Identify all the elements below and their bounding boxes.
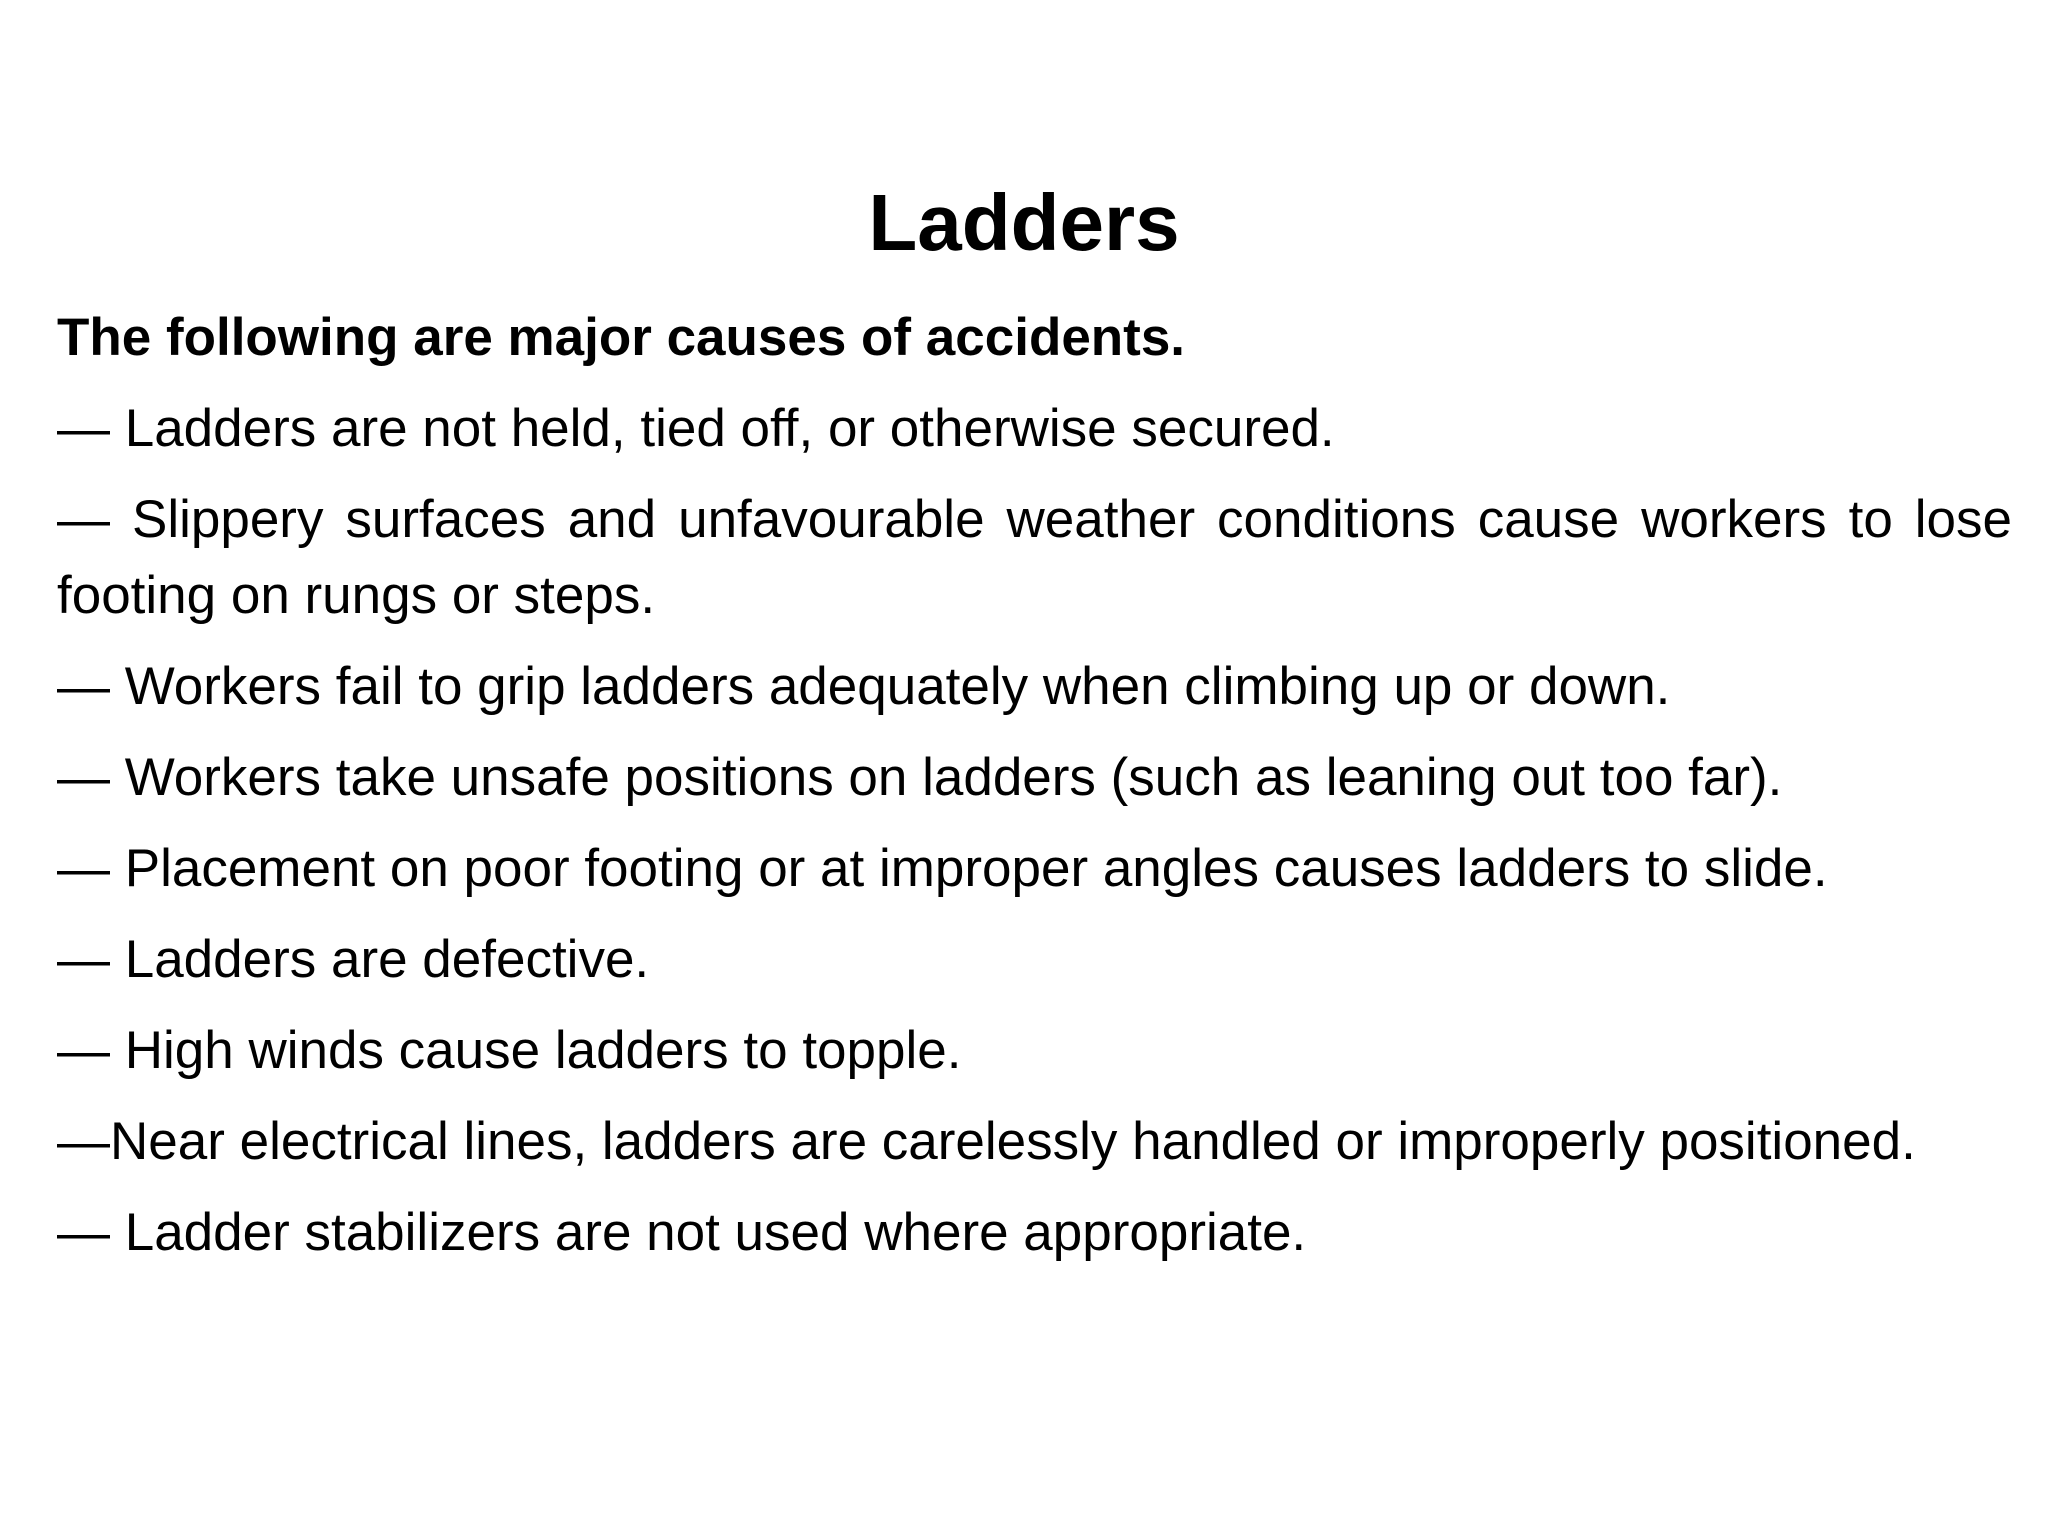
list-item: — Slippery surfaces and unfavourable weather conditions cause workers to lose footing on rungs or steps. bbox=[57, 490, 2012, 625]
slide-title: Ladders bbox=[868, 178, 1180, 267]
list-item: — Workers fail to grip ladders adequately when climbing up or down. bbox=[57, 657, 1671, 716]
list-item: — Ladders are not held, tied off, or otherwise secured. bbox=[57, 399, 1335, 458]
list-item: — Ladder stabilizers are not used where appropriate. bbox=[57, 1203, 1307, 1262]
list-item: —Near electrical lines, ladders are carelessly handled or improperly positioned. bbox=[57, 1112, 1916, 1171]
list-item: — Ladders are defective. bbox=[57, 930, 650, 989]
list-item: — Workers take unsafe positions on ladders (such as leaning out too far). bbox=[57, 748, 1783, 807]
slide-body bbox=[57, 300, 2012, 1286]
list-item: — High winds cause ladders to topple. bbox=[57, 1021, 962, 1080]
intro-text: The following are major causes of accidents. bbox=[57, 308, 1186, 367]
list-item: — Placement on poor footing or at improper angles causes ladders to slide. bbox=[57, 839, 1828, 898]
